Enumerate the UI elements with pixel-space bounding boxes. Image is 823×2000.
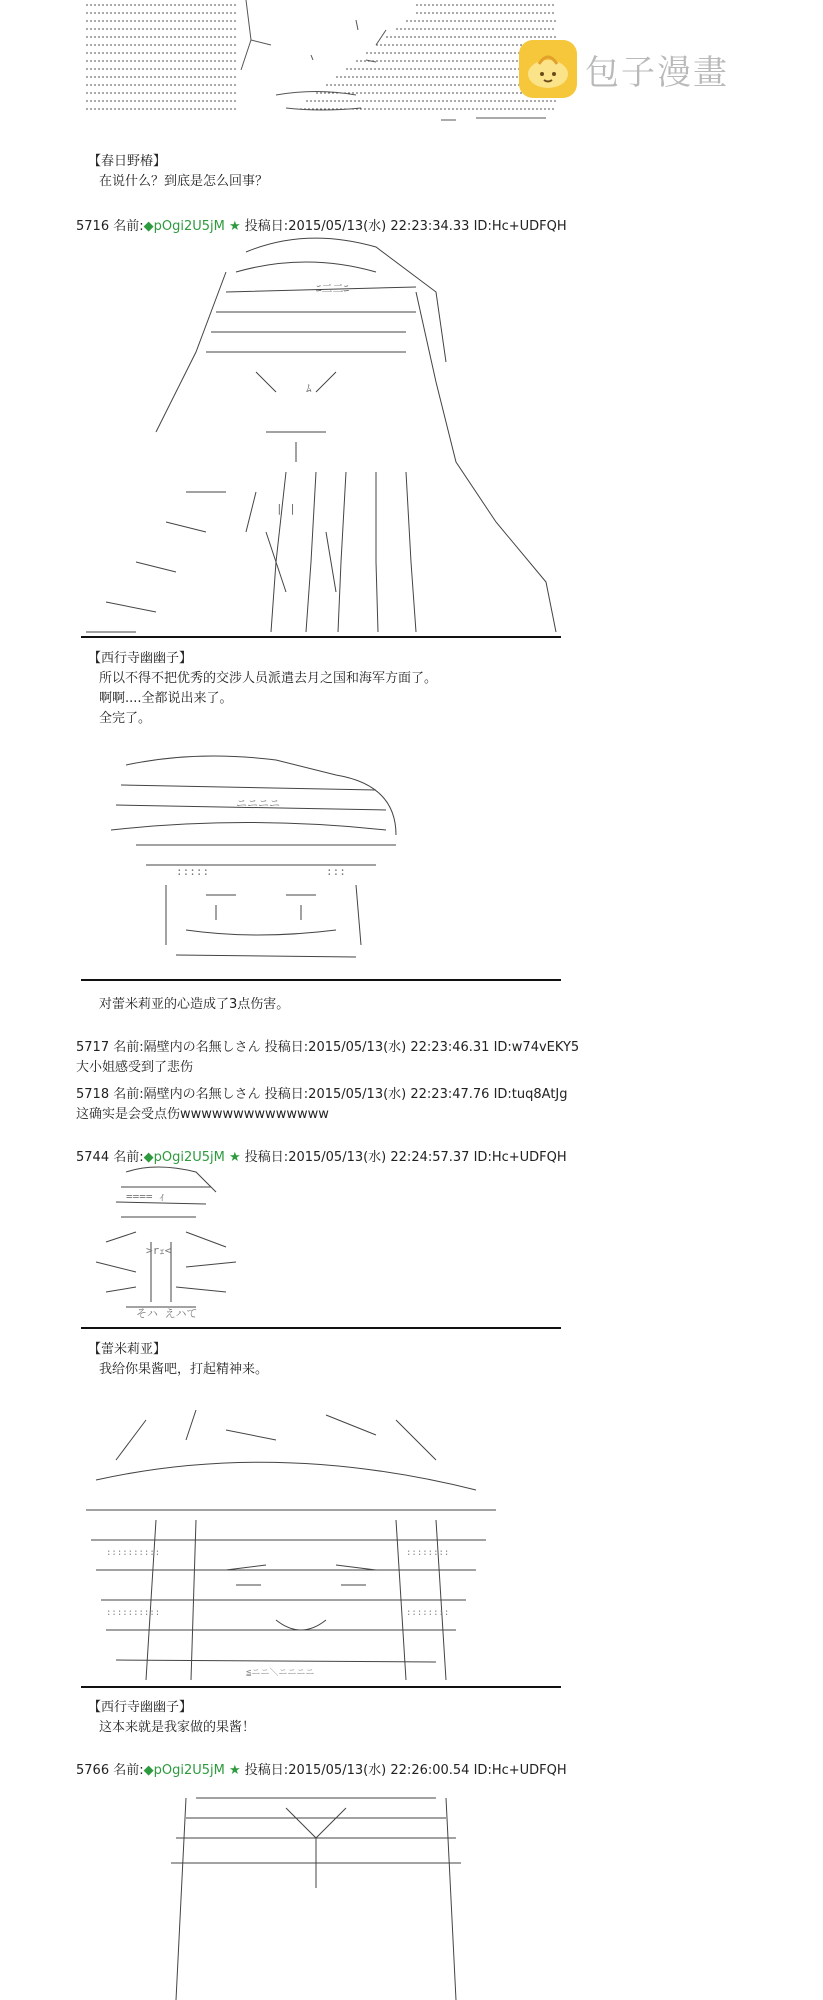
post-date: 2015/05/13(水) 22:23:34.33 bbox=[288, 219, 470, 234]
ascii-art-remilia-small bbox=[76, 1162, 566, 1332]
post-number: 5716 bbox=[76, 219, 110, 234]
ascii-art-yuyuko-angry bbox=[76, 1400, 566, 1690]
star-icon: ★ bbox=[229, 1150, 241, 1165]
name-label: 名前: bbox=[113, 1087, 144, 1102]
post-date: 2015/05/13(水) 22:23:47.76 bbox=[308, 1087, 490, 1102]
svg-text::::: ::: bbox=[326, 865, 346, 878]
narration-line: 对蕾米莉亚的心造成了3点伤害。 bbox=[99, 997, 290, 1012]
watermark-text: 包子漫畫 bbox=[585, 52, 729, 93]
post-date-label: 投稿日: bbox=[264, 1040, 309, 1055]
post-date: 2015/05/13(水) 22:23:46.31 bbox=[308, 1040, 490, 1055]
speaker-label: 【蕾米莉亚】 bbox=[88, 1342, 167, 1357]
ascii-art-remilia-sad bbox=[76, 745, 566, 985]
svg-text:≦ニニ＼ニニニニ: ≦ニニ＼ニニニニ bbox=[246, 1668, 315, 1678]
post-id: ID:Hc+UDFQH bbox=[473, 1763, 567, 1778]
svg-text::::::: ::::: bbox=[176, 865, 210, 878]
dialogue-line: 我给你果酱吧，打起精神来。 bbox=[99, 1362, 269, 1377]
svg-text:ニニニニ: ニニニニ bbox=[236, 797, 280, 810]
svg-text:::::::::: :::::::: bbox=[406, 1608, 450, 1618]
post-date: 2015/05/13(水) 22:24:57.37 bbox=[288, 1150, 470, 1165]
post-number: 5717 bbox=[76, 1040, 110, 1055]
post-date: 2015/05/13(水) 22:26:00.54 bbox=[288, 1763, 470, 1778]
svg-text:::::::::::: :::::::::: bbox=[106, 1548, 161, 1558]
post-date-label: 投稿日: bbox=[244, 219, 289, 234]
bun-logo-icon bbox=[519, 40, 577, 98]
speaker-label: 【春日野椿】 bbox=[88, 154, 167, 169]
dialogue-line: 啊啊....全都说出来了。 bbox=[99, 691, 233, 706]
post-header bbox=[76, 1759, 567, 1778]
name-label: 名前: bbox=[113, 1150, 144, 1165]
post-id: ID:w74vEKY5 bbox=[493, 1040, 580, 1055]
post-number: 5744 bbox=[76, 1150, 110, 1165]
svg-text:::::::::: :::::::: bbox=[406, 1548, 450, 1558]
post-date-label: 投稿日: bbox=[264, 1087, 309, 1102]
name-label: 名前: bbox=[113, 1040, 144, 1055]
post-number: 5766 bbox=[76, 1763, 110, 1778]
svg-text:ﾑ: ﾑ bbox=[306, 382, 312, 395]
speaker-label: 【西行寺幽幽子】 bbox=[88, 651, 193, 666]
svg-text:::::::::::: :::::::::: bbox=[106, 1608, 161, 1618]
name-label: 名前: bbox=[113, 219, 144, 234]
dialogue-line: 全完了。 bbox=[99, 711, 152, 726]
svg-text:==== ｨ: ==== ｨ bbox=[126, 1190, 165, 1203]
post-id: ID:Hc+UDFQH bbox=[473, 219, 567, 234]
poster-name: 隔壁内の名無しさん bbox=[143, 1040, 261, 1055]
post-header bbox=[76, 1036, 579, 1055]
post-body: 大小姐感受到了悲伤 bbox=[76, 1060, 194, 1075]
post-id: ID:Hc+UDFQH bbox=[473, 1150, 567, 1165]
ascii-art-bottom bbox=[76, 1778, 566, 2000]
dialogue-line: 所以不得不把优秀的交涉人员派遣去月之国和海军方面了。 bbox=[99, 671, 438, 686]
name-label: 名前: bbox=[113, 1763, 144, 1778]
svg-text:>rｪ<: >rｪ< bbox=[146, 1244, 172, 1257]
svg-text:| |: | | bbox=[276, 502, 296, 515]
ascii-art-top bbox=[76, 0, 566, 135]
watermark-logo bbox=[519, 40, 729, 98]
post-header bbox=[76, 1083, 568, 1102]
star-icon: ★ bbox=[229, 219, 241, 234]
poster-name: 隔壁内の名無しさん bbox=[143, 1087, 261, 1102]
dialogue-line: 这本来就是我家做的果酱！ bbox=[99, 1720, 256, 1735]
trip-code: ◆pOgi2U5jM bbox=[143, 1150, 225, 1165]
trip-code: ◆pOgi2U5jM bbox=[143, 219, 225, 234]
dialogue-line: 在说什么？到底是怎么回事？ bbox=[99, 174, 269, 189]
post-date-label: 投稿日: bbox=[244, 1150, 289, 1165]
svg-text:そハ えハて: そハ えハて bbox=[136, 1307, 198, 1320]
post-body: 这确实是会受点伤wwwwwwwwwwwwww bbox=[76, 1107, 329, 1122]
post-date-label: 投稿日: bbox=[244, 1763, 289, 1778]
post-id: ID:tuq8AtJg bbox=[493, 1087, 568, 1102]
ascii-art-yuyuko bbox=[76, 232, 566, 642]
post-number: 5718 bbox=[76, 1087, 110, 1102]
trip-code: ◆pOgi2U5jM bbox=[143, 1763, 225, 1778]
speaker-label: 【西行寺幽幽子】 bbox=[88, 1700, 193, 1715]
svg-text:ﾆ二二ﾆ: ﾆ二二ﾆ bbox=[316, 282, 349, 295]
star-icon: ★ bbox=[229, 1763, 241, 1778]
